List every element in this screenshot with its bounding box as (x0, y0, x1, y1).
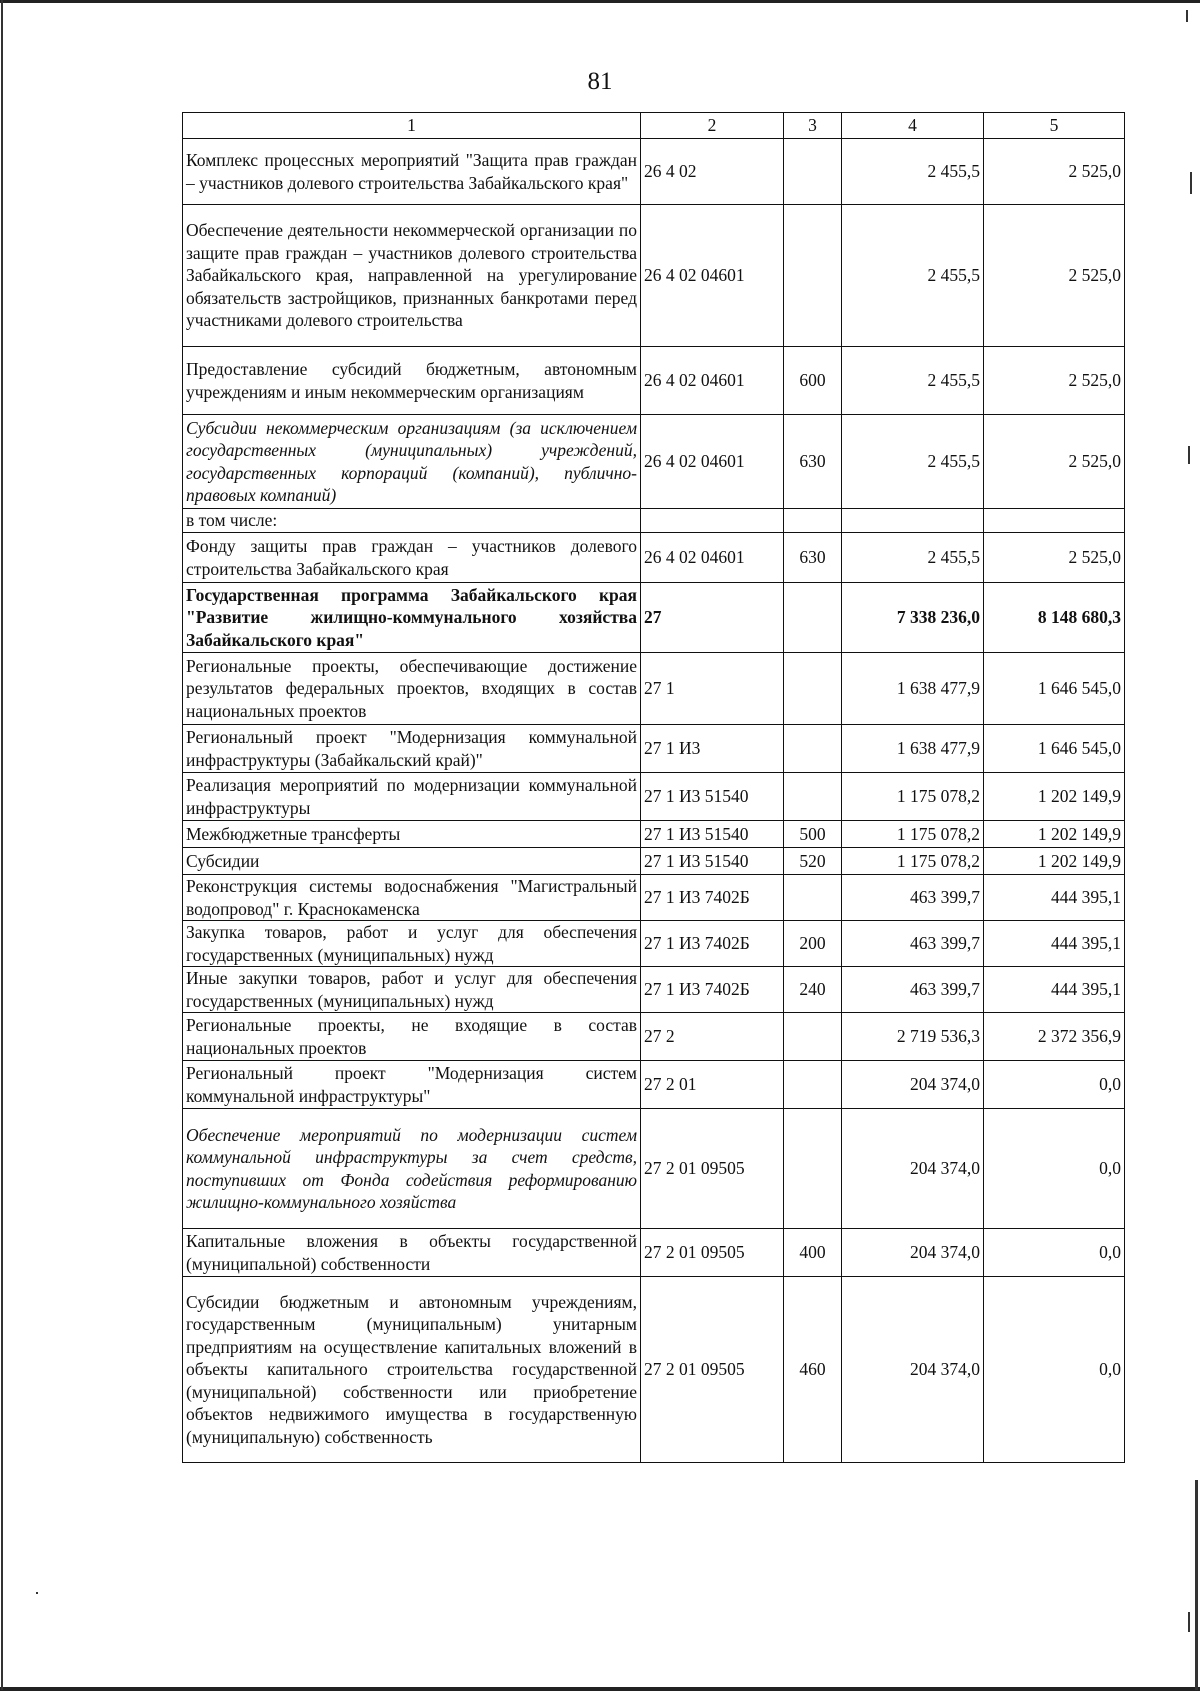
row-vr (784, 725, 842, 773)
row-name: Региональный проект "Модернизация коммунальной инфраструктуры (Забайкальский край)" (183, 725, 641, 773)
table-row (183, 875, 1125, 921)
row-code: 27 1 И3 51540 (641, 848, 784, 875)
row-amount-2: 444 395,1 (984, 921, 1125, 967)
row-vr (784, 1109, 842, 1229)
row-amount-1: 2 455,5 (842, 139, 984, 205)
row-amount-1: 1 175 078,2 (842, 773, 984, 821)
table-row (183, 347, 1125, 415)
row-name: Обеспечение мероприятий по модернизации систем коммунальной инфраструктуры за счет средств, поступивших от Фонда содействия реформированию жилищно-коммунального хозяйства (183, 1109, 641, 1229)
row-name: Субсидии бюджетным и автономным учреждениям, государственным (муниципальным) унитарным предприятиям на осуществление капитальных вложений в объекты капитального строительства государственной (муниципальной) собственности или приобретение объектов недвижимого имущества в государственную (муниципальную) собственность (183, 1277, 641, 1463)
column-header-code: 2 (641, 113, 784, 139)
row-amount-1: 463 399,7 (842, 921, 984, 967)
column-header-vr: 3 (784, 113, 842, 139)
row-vr (784, 139, 842, 205)
row-vr: 630 (784, 533, 842, 583)
row-name: Реализация мероприятий по модернизации коммунальной инфраструктуры (183, 773, 641, 821)
row-amount-2: 0,0 (984, 1229, 1125, 1277)
column-header-amount-1: 4 (842, 113, 984, 139)
row-amount-1: 204 374,0 (842, 1277, 984, 1463)
row-code: 26 4 02 04601 (641, 205, 784, 347)
row-name: Реконструкция системы водоснабжения "Магистральный водопровод" г. Краснокаменска (183, 875, 641, 921)
row-name: Комплекс процессных мероприятий "Защита прав граждан – участников долевого строительства Забайкальского края" (183, 139, 641, 205)
row-code: 26 4 02 04601 (641, 415, 784, 509)
row-amount-1: 463 399,7 (842, 875, 984, 921)
row-vr (784, 773, 842, 821)
row-code: 27 1 (641, 653, 784, 725)
row-amount-2: 444 395,1 (984, 967, 1125, 1013)
row-vr (784, 653, 842, 725)
row-vr: 630 (784, 415, 842, 509)
row-name: Субсидии (183, 848, 641, 875)
table-row (183, 821, 1125, 848)
row-code: 27 2 01 (641, 1061, 784, 1109)
row-code: 27 2 01 09505 (641, 1229, 784, 1277)
row-name: Капитальные вложения в объекты государственной (муниципальной) собственности (183, 1229, 641, 1277)
row-vr: 460 (784, 1277, 842, 1463)
row-amount-2: 2 525,0 (984, 139, 1125, 205)
table-row (183, 773, 1125, 821)
table-row (183, 1061, 1125, 1109)
row-vr (784, 875, 842, 921)
row-amount-2: 1 202 149,9 (984, 848, 1125, 875)
row-amount-1: 7 338 236,0 (842, 583, 984, 653)
row-amount-1: 2 719 536,3 (842, 1013, 984, 1061)
row-vr: 500 (784, 821, 842, 848)
row-amount-1 (842, 509, 984, 533)
row-code: 27 1 И3 (641, 725, 784, 773)
row-vr (784, 1061, 842, 1109)
row-code: 27 1 И3 7402Б (641, 967, 784, 1013)
table-row (183, 967, 1125, 1013)
row-amount-2: 1 202 149,9 (984, 821, 1125, 848)
row-name: Предоставление субсидий бюджетным, автономным учреждениям и иным некоммерческим организациям (183, 347, 641, 415)
row-name: Субсидии некоммерческим организациям (за исключением государственных (муниципальных) учреждений, государственных корпораций (компаний), публично-правовых компаний) (183, 415, 641, 509)
row-amount-2: 1 646 545,0 (984, 653, 1125, 725)
row-amount-2: 444 395,1 (984, 875, 1125, 921)
table-header-row (183, 113, 1125, 139)
scan-speck (36, 1592, 38, 1594)
row-name: в том числе: (183, 509, 641, 533)
row-vr: 400 (784, 1229, 842, 1277)
row-code: 27 1 И3 51540 (641, 773, 784, 821)
row-code: 27 (641, 583, 784, 653)
table-row (183, 1013, 1125, 1061)
page-number: 81 (587, 68, 613, 95)
row-name: Региональные проекты, обеспечивающие достижение результатов федеральных проектов, входящих в состав национальных проектов (183, 653, 641, 725)
row-amount-1: 463 399,7 (842, 967, 984, 1013)
row-vr (784, 583, 842, 653)
table-row (183, 921, 1125, 967)
row-name: Региональный проект "Модернизация систем коммунальной инфраструктуры" (183, 1061, 641, 1109)
table-row (183, 1277, 1125, 1463)
table-row (183, 653, 1125, 725)
row-code: 26 4 02 (641, 139, 784, 205)
row-amount-1: 1 638 477,9 (842, 725, 984, 773)
row-code: 27 2 01 09505 (641, 1277, 784, 1463)
row-amount-2: 2 372 356,9 (984, 1013, 1125, 1061)
row-amount-1: 204 374,0 (842, 1109, 984, 1229)
table-row (183, 1229, 1125, 1277)
column-header-amount-2: 5 (984, 113, 1125, 139)
table-row (183, 139, 1125, 205)
row-amount-2: 0,0 (984, 1277, 1125, 1463)
row-name: Обеспечение деятельности некоммерческой организации по защите прав граждан – участников долевого строительства Забайкальского края, направленной на урегулирование обязательств застройщиков, признанных банкротами перед участниками долевого строительства (183, 205, 641, 347)
table-row (183, 1109, 1125, 1229)
scan-speck (1188, 1612, 1190, 1632)
scan-speck (1190, 172, 1192, 194)
row-amount-2: 1 646 545,0 (984, 725, 1125, 773)
scan-speck (1186, 10, 1188, 22)
row-vr (784, 1013, 842, 1061)
row-amount-1: 2 455,5 (842, 347, 984, 415)
row-vr (784, 509, 842, 533)
row-vr: 520 (784, 848, 842, 875)
row-amount-1: 1 175 078,2 (842, 848, 984, 875)
row-name: Региональные проекты, не входящие в состав национальных проектов (183, 1013, 641, 1061)
row-name: Закупка товаров, работ и услуг для обеспечения государственных (муниципальных) нужд (183, 921, 641, 967)
row-code: 27 1 И3 51540 (641, 821, 784, 848)
row-amount-1: 2 455,5 (842, 533, 984, 583)
scan-border-top (0, 0, 1200, 3)
row-amount-1: 1 175 078,2 (842, 821, 984, 848)
row-amount-2: 2 525,0 (984, 205, 1125, 347)
row-code: 27 1 И3 7402Б (641, 921, 784, 967)
row-amount-2: 2 525,0 (984, 533, 1125, 583)
column-header-name: 1 (183, 113, 641, 139)
row-code: 27 2 (641, 1013, 784, 1061)
row-amount-1: 1 638 477,9 (842, 653, 984, 725)
budget-table (182, 112, 1125, 1463)
row-code (641, 509, 784, 533)
row-amount-1: 2 455,5 (842, 205, 984, 347)
row-code: 27 2 01 09505 (641, 1109, 784, 1229)
scan-border-left (1, 0, 3, 1690)
row-amount-2: 1 202 149,9 (984, 773, 1125, 821)
scan-speck (1188, 446, 1190, 464)
row-vr: 240 (784, 967, 842, 1013)
row-name: Межбюджетные трансферты (183, 821, 641, 848)
row-code: 26 4 02 04601 (641, 533, 784, 583)
scan-border-bottom (0, 1687, 1200, 1691)
row-code: 26 4 02 04601 (641, 347, 784, 415)
row-amount-2: 2 525,0 (984, 415, 1125, 509)
row-amount-2: 8 148 680,3 (984, 583, 1125, 653)
row-amount-2 (984, 509, 1125, 533)
scan-border-right (1195, 1480, 1198, 1690)
table-row (183, 205, 1125, 347)
table-row (183, 533, 1125, 583)
table-row (183, 848, 1125, 875)
row-vr (784, 205, 842, 347)
row-code: 27 1 И3 7402Б (641, 875, 784, 921)
row-amount-1: 204 374,0 (842, 1061, 984, 1109)
row-amount-2: 2 525,0 (984, 347, 1125, 415)
row-amount-1: 2 455,5 (842, 415, 984, 509)
row-amount-2: 0,0 (984, 1109, 1125, 1229)
row-amount-1: 204 374,0 (842, 1229, 984, 1277)
table-row (183, 415, 1125, 509)
row-vr: 600 (784, 347, 842, 415)
table-row (183, 583, 1125, 653)
table-row (183, 509, 1125, 533)
row-amount-2: 0,0 (984, 1061, 1125, 1109)
table-row (183, 725, 1125, 773)
row-name: Фонду защиты прав граждан – участников долевого строительства Забайкальского края (183, 533, 641, 583)
row-name: Иные закупки товаров, работ и услуг для обеспечения государственных (муниципальных) нужд (183, 967, 641, 1013)
row-name: Государственная программа Забайкальского края "Развитие жилищно-коммунального хозяйства Забайкальского края" (183, 583, 641, 653)
row-vr: 200 (784, 921, 842, 967)
